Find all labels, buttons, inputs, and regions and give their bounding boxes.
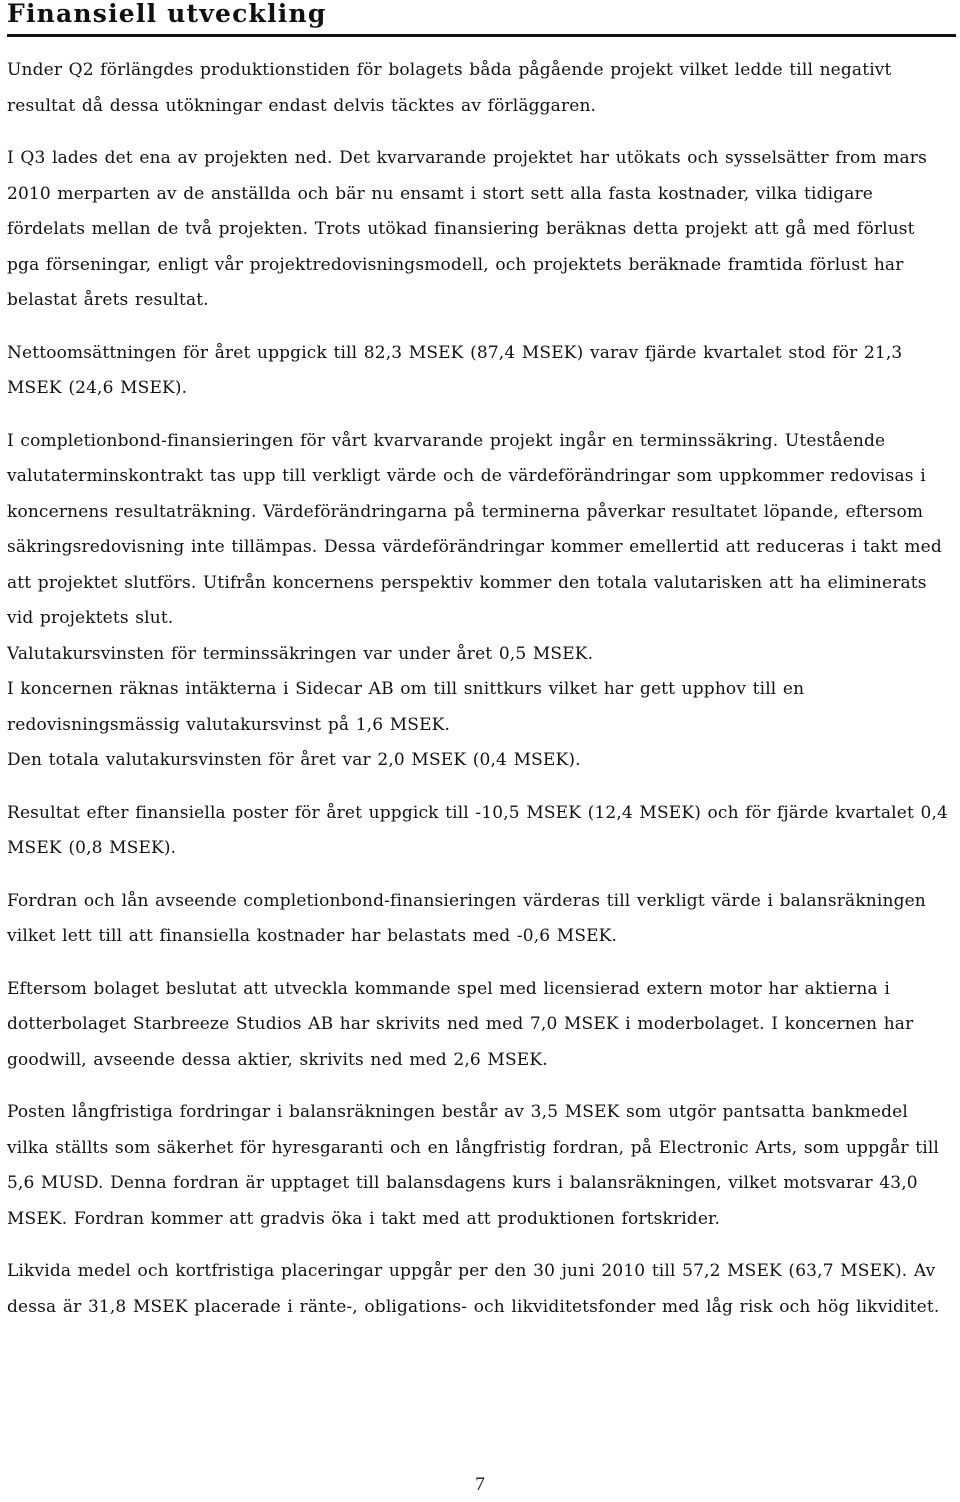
paragraph-production: Under Q2 förlängdes produktionstiden för bolagets båda pågående projekt vilket ledde till negativt resultat då dessa utökningar endast delvis täcktes av förläggaren. (7, 60, 892, 116)
paragraph-net-sales: Nettoomsättningen för året uppgick till 82,3 MSEK (87,4 MSEK) varav fjärde kvartalet stod för 21,3 MSEK (24,6 MSEK). (7, 342, 903, 398)
paragraph-completion-bond: Fordran och lån avseende completionbond-finansieringen värderas till verkligt värde i balansräkningen vilket lett till att finansiella kostnader har belastats med -0,6 MSEK. (7, 890, 926, 946)
paragraph-financial-result: Resultat efter finansiella poster för året uppgick till -10,5 MSEK (12,4 MSEK) och för fjärde kvartalet 0,4 MSEK (0,8 MSEK). (7, 802, 948, 858)
paragraph-hedge-gain: Valutakursvinsten för terminssäkringen var under året 0,5 MSEK. (7, 643, 594, 664)
paragraph-sidecar: I koncernen räknas intäkterna i Sidecar AB om till snittkurs vilket har gett upphov till en redovisningsmässig valutakursvinst på 1,6 MSEK. (7, 679, 805, 735)
paragraph-write-down: Eftersom bolaget beslutat att utveckla kommande spel med licensierad extern motor har aktierna i dotterbolaget Starbreeze Studios AB har skrivits ned med 7,0 MSEK i moderbolaget. I koncernen har goodwill, avseende dessa aktier, skrivits ned med 2,6 MSEK. (7, 978, 914, 1070)
document-page (7, 0, 953, 1325)
paragraph-project-closure: I Q3 lades det ena av projekten ned. Det kvarvarande projektet har utökats och sysselsätter from mars 2010 merparten av de anställda och bär nu ensamt i stort sett alla fasta kostnader, vilka tidigare fördelats mellan de två projekten. Trots utökad finansiering beräknas detta projekt att gå med förlust pga förseningar, enligt vår projektredovisningsmodell, och projektets beräknade framtida förlust har belastat årets resultat. (7, 148, 927, 310)
paragraph-currency-hedge: I completionbond-finansieringen för vårt kvarvarande projekt ingår en terminssäkring. Utestående valutaterminskontrakt tas upp till verkligt värde och de värdeförändringar som uppkommer redovisas i koncernens resultaträkning. Värdeförändringarna på terminerna påverkar resultatet löpande, eftersom säkringsredovisning inte tillämpas. Dessa värdeförändringar kommer emellertid att reduceras i takt med att projektet slutförs. Utifrån koncernens perspektiv kommer den totala valutarisken att ha eliminerats vid projektets slut. (7, 430, 942, 628)
page-number: 7 (475, 1474, 485, 1495)
paragraph-long-term-receivables: Posten långfristiga fordringar i balansräkningen består av 3,5 MSEK som utgör pantsatta bankmedel vilka ställts som säkerhet för hyresgaranti och en långfristig fordran, på Electronic Arts, som uppgår till 5,6 MUSD. Denna fordran är upptaget till balansdagens kurs i balansräkningen, vilket motsvarar 43,0 MSEK. Fordran kommer att gradvis öka i takt med att produktionen fortskrider. (7, 1102, 940, 1229)
paragraph-total-fx-gain: Den totala valutakursvinsten för året var 2,0 MSEK (0,4 MSEK). (7, 750, 581, 770)
section-heading: Finansiell utveckling (7, 0, 327, 28)
paragraph-liquidity: Likvida medel och kortfristiga placeringar uppgår per den 30 juni 2010 till 57,2 MSEK (63,7 MSEK). Av dessa är 31,8 MSEK placerade i ränte-, obligations- och likviditetsfonder med låg risk och hög likviditet. (7, 1261, 940, 1317)
